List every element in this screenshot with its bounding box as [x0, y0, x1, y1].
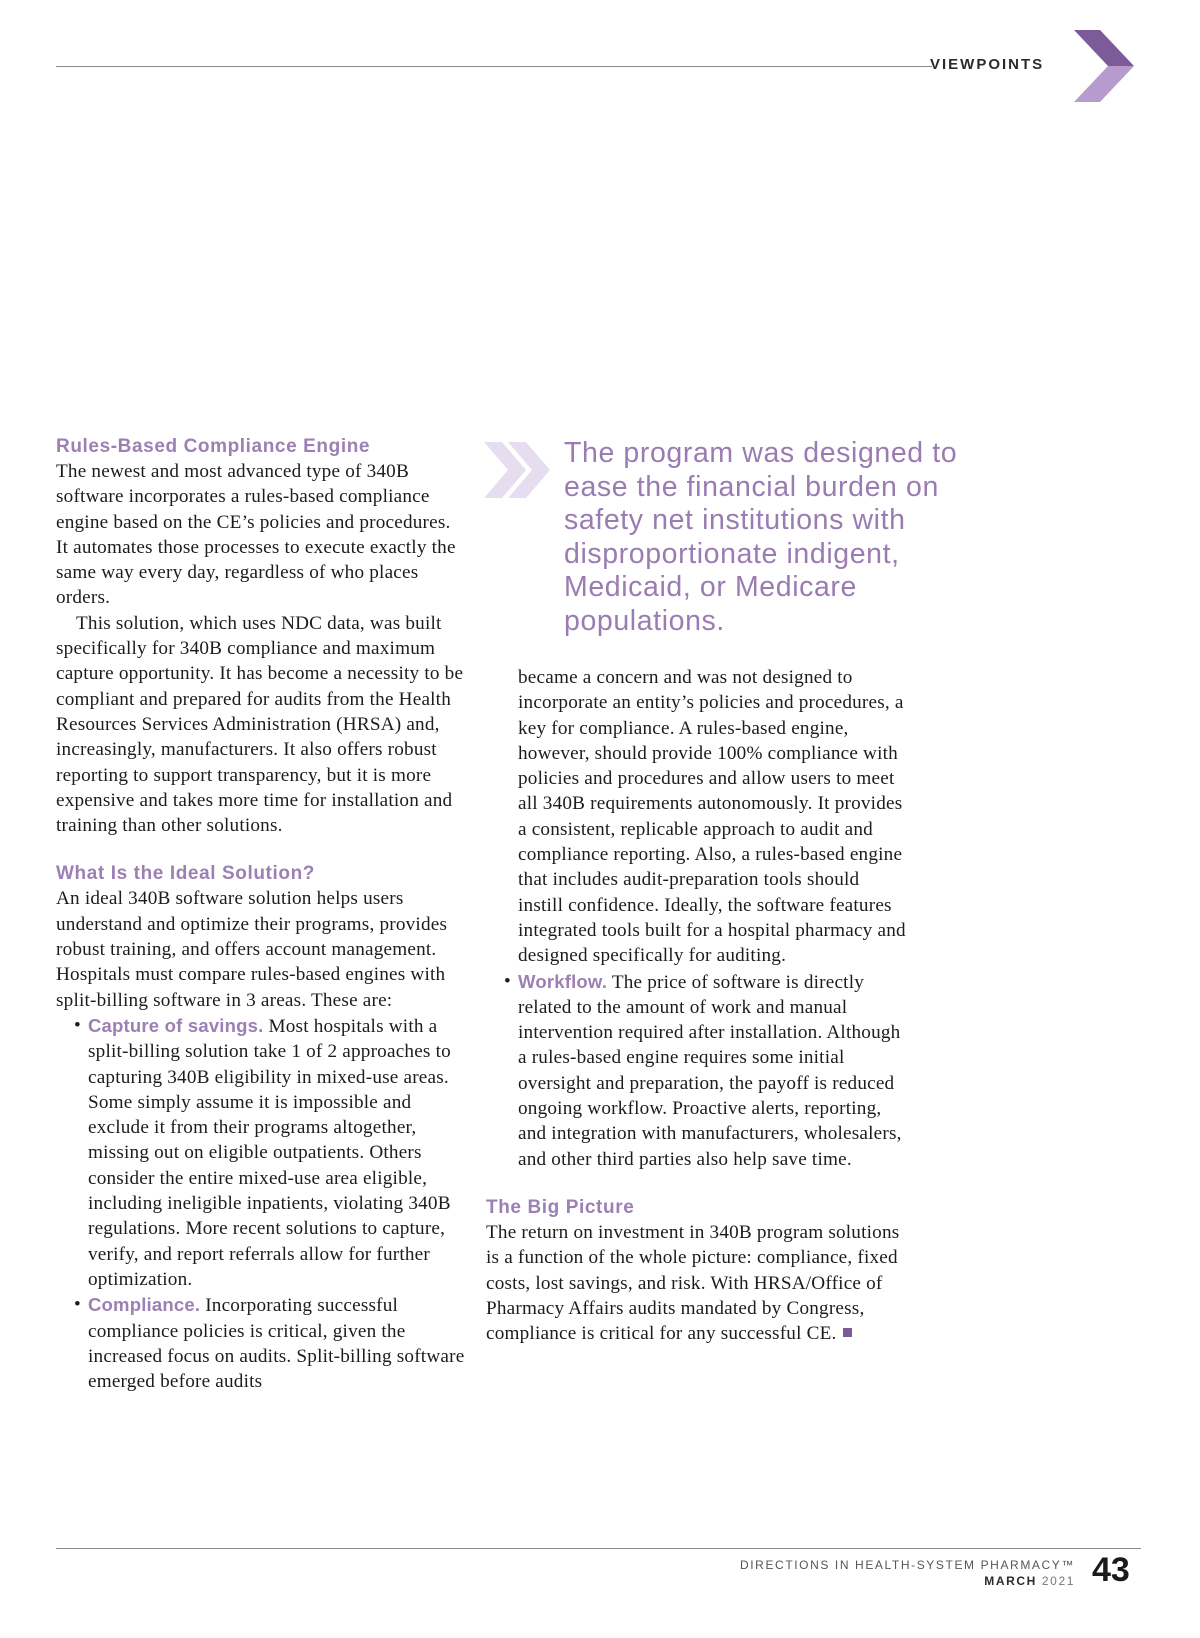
- bullet-text: Most hospitals with a split-billing solution take 1 of 2 approaches to capturing 340B eligibility in mixed-use areas. Some simply assume it is impossible and exclude it from their programs altogether, missing out on eligible outpatients. Others consider the entire mixed-use area eligible, including ineligible inpatients, violating 340B regulations. More recent solutions to capture, verify, and report referrals allow for further optimization.: [88, 1015, 451, 1290]
- bullet-dot: •: [504, 970, 511, 992]
- page-number: 43: [1092, 1551, 1130, 1589]
- double-chevron-icon: [484, 442, 554, 498]
- paragraph: The newest and most advanced type of 340B software incorporates a rules-based compliance engine based on the CE’s policies and procedures. It automates those processes to execute exactly the same way every day, regardless of who places orders.: [56, 461, 456, 609]
- bullet-lead: Capture of savings.: [88, 1014, 264, 1036]
- bullet-text: The price of software is directly related to the amount of work and manual intervention required after installation. Although a rules-based engine requires some initial oversight and preparation, the payoff is reduced ongoing workflow. Proactive alerts, reporting, and integration with manufacturers, wholesalers, and other third parties also help save time.: [518, 971, 902, 1170]
- publication-info: [740, 1557, 1075, 1589]
- left-column: [56, 434, 466, 1394]
- header-rule: [56, 66, 932, 67]
- list-item: [56, 1292, 466, 1394]
- paragraph: [486, 1220, 906, 1346]
- bullet-list: [486, 969, 906, 1172]
- publication-name: DIRECTIONS IN HEALTH-SYSTEM PHARMACY™: [739, 1558, 1075, 1572]
- heading-big-picture: The Big Picture: [486, 1196, 635, 1218]
- footer-rule: [56, 1548, 1141, 1549]
- paragraph: This solution, which uses NDC data, was built specifically for 340B compliance and maximum capture opportunity. It has become a necessity to be compliant and prepared for audits from the Health Resources Services Administration (HRSA) and, increasingly, manufacturers. It also offers robust reporting to support transparency, but it is more expensive and takes more time for installation and training than other solutions.: [56, 612, 464, 837]
- end-mark-icon: [843, 1328, 852, 1337]
- list-item: [56, 1013, 466, 1292]
- pull-quote: The program was designed to ease the financial burden on safety net institutions with disproportionate indigent, Medicaid, or Medicare populations.: [564, 437, 958, 637]
- paragraph: An ideal 340B software solution helps users understand and optimize their programs, provides robust training, and offers account management. Hospitals must compare rules-based engines with split-billing software in 3 areas. These are:: [56, 888, 448, 1011]
- section-label: VIEWPOINTS: [930, 56, 1045, 73]
- bullet-lead: Workflow.: [518, 970, 608, 992]
- bullet-lead: Compliance.: [88, 1294, 201, 1316]
- bullet-dot: •: [74, 1294, 81, 1316]
- heading-rules-based: Rules-Based Compliance Engine: [56, 436, 371, 457]
- right-column: [486, 665, 906, 1346]
- bullet-list: [56, 1013, 466, 1394]
- issue-year: 2021: [1041, 1574, 1075, 1588]
- list-item: [486, 969, 906, 1172]
- issue-month: MARCH: [984, 1574, 1037, 1588]
- bullet-dot: •: [74, 1014, 81, 1036]
- paragraph-text: The return on investment in 340B program solutions is a function of the whole picture: compliance, fixed costs, lost savings, and risk. With HRSA/Office of Pharmacy Affairs audits mandated by Congress, compliance is critical for any successful CE.: [486, 1221, 900, 1345]
- bullet-continuation: became a concern and was not designed to incorporate an entity’s policies and procedures, a key for compliance. A rules-based engine, however, should provide 100% compliance with policies and procedures and allow users to meet all 340B requirements autonomously. It provides a consistent, replicable approach to audit and compliance reporting. Also, a rules-based engine that includes audit-preparation tools should instill confidence. Ideally, the software features integrated tools built for a hospital pharmacy and designed specifically for auditing.: [518, 667, 906, 967]
- bullet-text: Incorporating successful compliance policies is critical, given the increased focus on audits. Split-billing software emerged before audits: [88, 1295, 465, 1393]
- chevron-arrow-icon: [1074, 30, 1134, 102]
- heading-ideal-solution: What Is the Ideal Solution?: [56, 863, 315, 885]
- issue-date: [740, 1573, 1075, 1589]
